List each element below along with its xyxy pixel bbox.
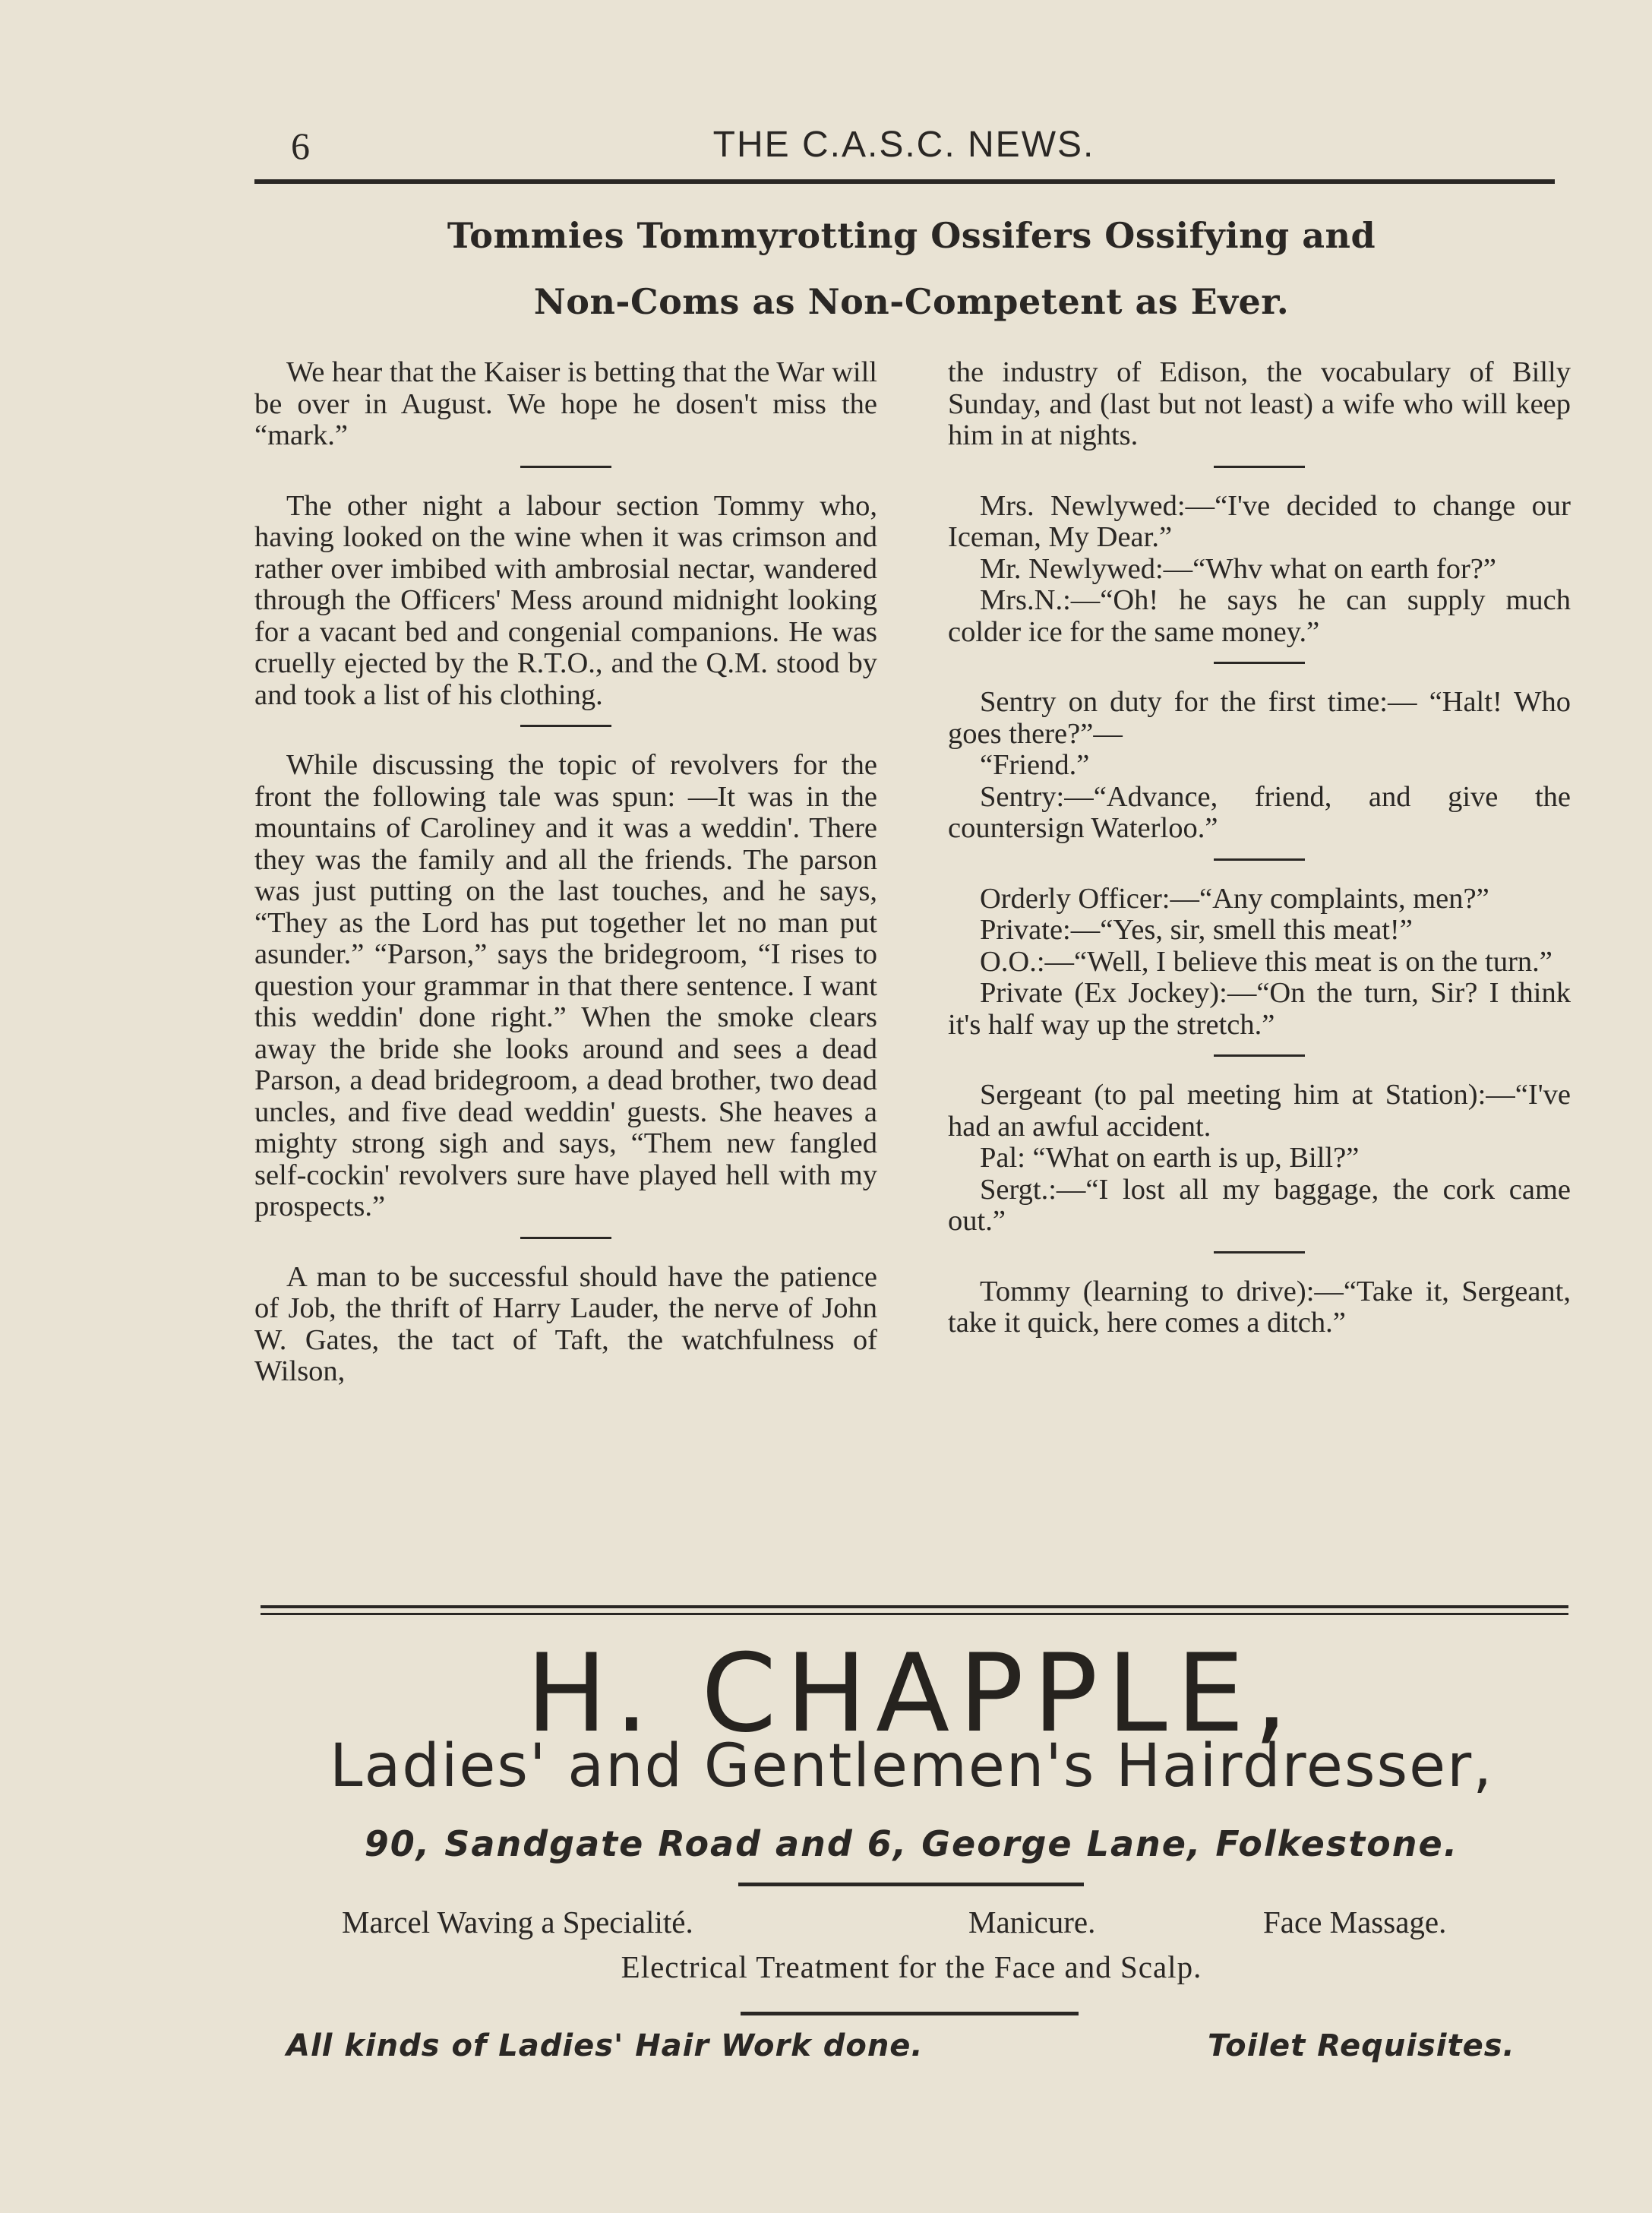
separator (1214, 662, 1305, 664)
ad-service-face-massage: Face Massage. (1263, 1905, 1447, 1940)
ad-rule (738, 1883, 1084, 1886)
joke-sergeant-line: Sergt.:—“I lost all my baggage, the cork came out.” (948, 1173, 1571, 1237)
ad-rule-2 (741, 2012, 1079, 2015)
joke-sergeant-line: Sergeant (to pal meeting him at Station):—“I've had an awful accident. (948, 1079, 1571, 1143)
joke-orderly-line: Orderly Officer:—“Any complaints, men?” (980, 882, 1489, 915)
separator (1214, 1054, 1305, 1057)
paragraph-kaiser: We hear that the Kaiser is betting that the War will be over in August. We hope he dosen't miss the “mark.” (254, 356, 877, 451)
joke-sentry-line: Sentry:—“Advance, friend, and give the countersign Waterloo.” (948, 780, 1571, 844)
running-title: THE C.A.S.C. NEWS. (712, 125, 1095, 165)
joke-driving: Tommy (learning to drive):—“Take it, Sergeant, take it quick, here comes a ditch.” (948, 1275, 1571, 1339)
paragraph-successful-man: A man to be successful should have the patience of Job, the thrift of Harry Lauder, the nerve of John W. Gates, the tact of Taft, the watchfulness of Wilson, (254, 1260, 877, 1387)
ad-service-marcel: Marcel Waving a Specialité. (342, 1905, 693, 1940)
separator (520, 725, 611, 727)
joke-orderly-line: Private (Ex Jockey):—“On the turn, Sir? I think it's half way up the stretch.” (948, 977, 1571, 1041)
separator (520, 466, 611, 468)
ad-business-name: H. CHAPPLE, (526, 1631, 1297, 1756)
paragraph-revolvers: While discussing the topic of revolvers for the front the following tale was spun: —It was in the mountains of Caroliney and it was a weddin'. There they was the family and all the friends. The parson was just putting on the last touches, and he says, “They as the Lord has put together let no man put asunder.” “Parson,” says the bridegroom, “I rises to question your grammar in that there sentence. I want this weddin' done right.” When the smoke clears away the bride she looks around and sees a dead Parson, a dead bridegroom, a dead brother, two dead uncles, and five dead weddin' guests. She heaves a mighty strong sigh and says, “Them new fangled self-cockin' revolvers sure have played hell with my prospects.” (254, 749, 877, 1222)
ad-service-manicure: Manicure. (968, 1905, 1096, 1940)
ad-footer-toilet: Toilet Requisites. (1208, 2028, 1515, 2063)
page-number: 6 (291, 125, 310, 167)
joke-newlywed-line: Mr. Newlywed:—“Whv what on earth for?” (980, 552, 1496, 585)
ad-treatment: Electrical Treatment for the Face and Scalp. (621, 1949, 1202, 1984)
right-column (948, 357, 1571, 1339)
ad-address: 90, Sandgate Road and 6, George Lane, Folkestone. (364, 1823, 1459, 1864)
left-column (254, 357, 877, 1388)
page-header (254, 118, 1553, 179)
ad-footer-hair-work: All kinds of Ladies' Hair Work done. (286, 2028, 924, 2063)
joke-sergeant-line: Pal: “What on earth is up, Bill?” (980, 1142, 1360, 1174)
ad-trade: Ladies' and Gentlemen's Hairdresser, (329, 1732, 1494, 1800)
joke-orderly-line: Private:—“Yes, sir, smell this meat!” (980, 914, 1413, 946)
joke-newlywed-line: Mrs. Newlywed:—“I've decided to change our Iceman, My Dear.” (948, 489, 1571, 553)
separator (1214, 858, 1305, 861)
paragraph-continuation: the industry of Edison, the vocabulary of Billy Sunday, and (last but not least) a wife who will keep him in at nights. (948, 356, 1571, 451)
joke-sentry-line: Sentry on duty for the first time:— “Halt! Who goes there?”— (948, 686, 1571, 750)
joke-newlywed-line: Mrs.N.:—“Oh! he says he can supply much colder ice for the same money.” (948, 584, 1571, 648)
separator (1214, 1251, 1305, 1254)
headline-line-2: Non-Coms as Non-Competent as Ever. (533, 281, 1290, 322)
paragraph-labour-tommy: The other night a labour section Tommy who, having looked on the wine when it was crimson and rather over imbibed with ambrosial nectar, wandered through the Officers' Mess around midnight looking for a vacant bed and congenial companions. He was cruelly ejected by the R.T.O., and the Q.M. stood by and took a list of his clothing. (254, 489, 877, 711)
header-rule (254, 179, 1555, 184)
joke-sentry-line: “Friend.” (980, 749, 1090, 781)
separator (520, 1237, 611, 1239)
joke-orderly-line: O.O.:—“Well, I believe this meat is on the turn.” (980, 945, 1553, 978)
separator (1214, 466, 1305, 468)
headline-line-1: Tommies Tommyrotting Ossifers Ossifying and (447, 215, 1376, 256)
advertisement (254, 1595, 1568, 2127)
